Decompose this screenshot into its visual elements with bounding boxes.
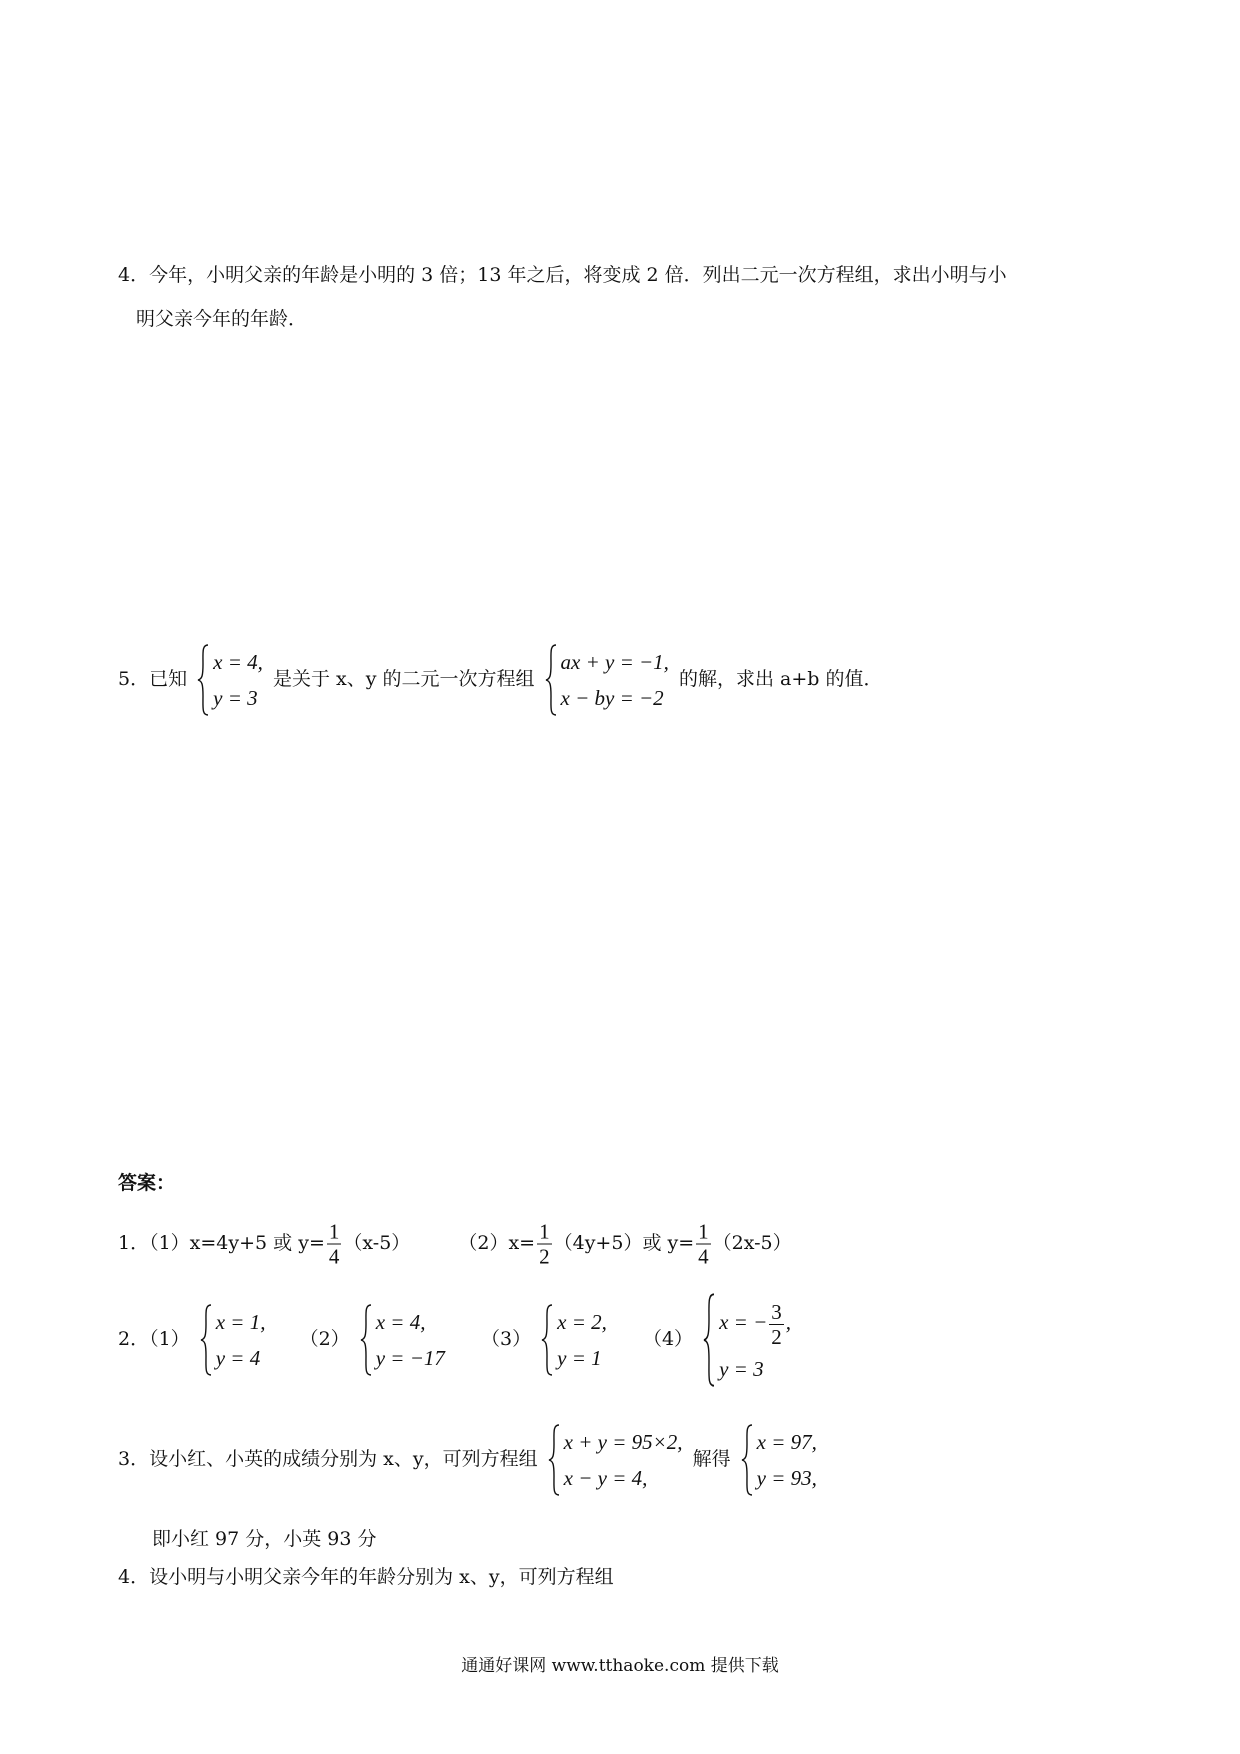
answer-2 <box>118 1293 795 1387</box>
fraction <box>696 1220 711 1269</box>
brace-icon <box>200 1304 212 1376</box>
answer-1-part-5: （2x-5） <box>712 1232 792 1254</box>
system-row: x = 4, <box>375 1310 426 1334</box>
answer-1-part-3: （2）x= <box>458 1232 536 1254</box>
denominator: 2 <box>771 1324 782 1349</box>
system-row: x + y = 95×2, <box>563 1430 683 1454</box>
system-row: y = 3 <box>213 686 258 710</box>
solution-system-4 <box>703 1293 791 1387</box>
solution-system-1 <box>200 1304 266 1376</box>
answer-1 <box>118 1220 792 1269</box>
question-5-suffix: 的解，求出 a+b 的值． <box>678 668 883 690</box>
solution-system-2 <box>360 1304 445 1376</box>
system-row: x − by = −2 <box>560 686 664 710</box>
system-row <box>719 1293 791 1351</box>
system-row: y = 1 <box>557 1346 602 1370</box>
system-row: x = 4, <box>213 650 263 674</box>
answer-1-part-2: （x-5） <box>343 1232 411 1254</box>
row-text: , <box>785 1310 792 1334</box>
answer-2-prefix: 2．（1） <box>118 1328 190 1350</box>
brace-icon <box>741 1424 753 1496</box>
system-row: y = 3 <box>719 1357 764 1381</box>
system-row: y = 4 <box>215 1346 261 1370</box>
brace-icon <box>703 1293 715 1387</box>
row-text: x = − <box>719 1310 768 1334</box>
denominator: 4 <box>328 1244 340 1269</box>
question-5-middle: 是关于 x、y 的二元一次方程组 <box>272 668 535 690</box>
system-row: x = 1, <box>215 1310 266 1334</box>
question-5-prefix: 5．已知 <box>118 668 188 690</box>
numerator: 1 <box>328 1219 340 1244</box>
answers-heading: 答案： <box>118 1172 176 1194</box>
system-row: y = −17 <box>375 1346 445 1370</box>
question-5 <box>118 644 882 716</box>
system-row: y = 93, <box>756 1466 817 1490</box>
equation-system <box>545 644 669 716</box>
answer-1-part-4: （4y+5）或 y= <box>553 1232 695 1254</box>
fraction <box>537 1220 552 1269</box>
denominator: 2 <box>539 1244 550 1269</box>
solution-system <box>741 1424 817 1496</box>
denominator: 4 <box>698 1244 709 1269</box>
solution-system-3 <box>541 1304 607 1376</box>
numerator: 1 <box>539 1219 550 1244</box>
equation-system <box>548 1424 683 1496</box>
answer-2-label-4: （4） <box>642 1328 694 1350</box>
system-row: x = 97, <box>756 1430 817 1454</box>
answer-3-middle: 解得 <box>692 1448 731 1470</box>
brace-icon <box>197 644 209 716</box>
answer-1-part-1: 1．（1）x=4y+5 或 y= <box>118 1232 325 1254</box>
given-solution-system <box>197 644 263 716</box>
numerator: 3 <box>771 1299 782 1324</box>
question-4-line-1: 4．今年，小明父亲的年龄是小明的 3 倍；13 年之后，将变成 2 倍．列出二元一次方程组，求出小明与小 <box>118 264 1007 286</box>
brace-icon <box>541 1304 553 1376</box>
answer-3 <box>118 1424 821 1496</box>
fraction <box>327 1220 342 1269</box>
answer-2-label-3: （3） <box>480 1328 532 1350</box>
answer-4-line-1: 4．设小明与小明父亲今年的年龄分别为 x、y，可列方程组 <box>118 1566 614 1588</box>
brace-icon <box>360 1304 372 1376</box>
question-4-line-2: 明父亲今年的年龄． <box>136 308 308 330</box>
brace-icon <box>548 1424 560 1496</box>
answer-3-prefix: 3．设小红、小英的成绩分别为 x、y，可列方程组 <box>118 1448 538 1470</box>
system-row: ax + y = −1, <box>560 650 669 674</box>
system-row: x − y = 4, <box>563 1466 648 1490</box>
brace-icon <box>545 644 557 716</box>
fraction <box>769 1300 784 1349</box>
answer-3-line-2: 即小红 97 分，小英 93 分 <box>152 1528 377 1550</box>
system-row: x = 2, <box>557 1310 607 1334</box>
answer-2-label-2: （2） <box>299 1328 350 1350</box>
page-footer: 通通好课网 www.tthaoke.com 提供下载 <box>461 1656 779 1676</box>
numerator: 1 <box>698 1219 709 1244</box>
